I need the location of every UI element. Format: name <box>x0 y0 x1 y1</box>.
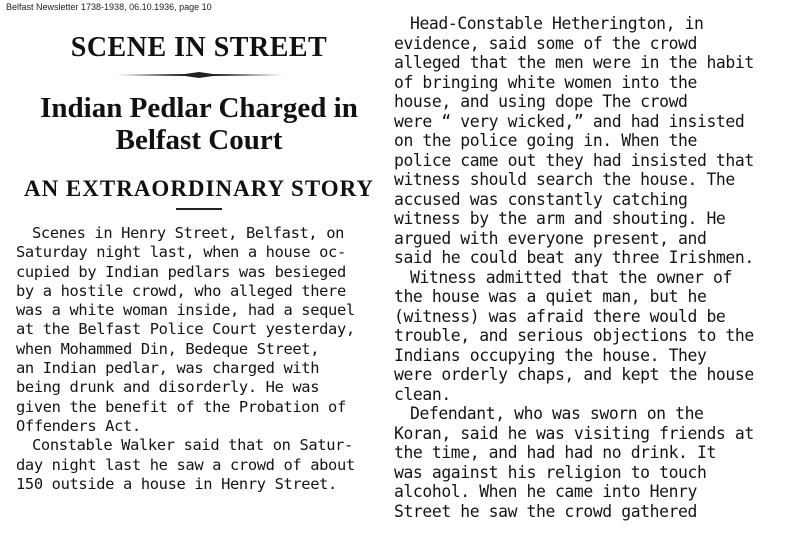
article-text-line: on the police going in. When the <box>394 131 697 150</box>
article-text-line: were orderly chaps, and kept the house <box>394 365 754 384</box>
article-text-line: an Indian pedlar, was charged with <box>16 359 320 378</box>
article-text-line: Koran, said he was visiting friends at <box>394 423 754 443</box>
left-column-body <box>16 224 382 494</box>
article-text-line: Witness admitted that the owner of <box>410 267 732 287</box>
article-text-line: Indians occupying the house. They <box>394 345 707 365</box>
article-text-line: evidence, said some of the crowd <box>394 33 697 53</box>
headline-ornament-rule <box>115 72 283 76</box>
article-text-line: witness should search the house. The <box>394 170 735 189</box>
article-text-line: were “ very wicked,” and had insisted <box>394 111 745 131</box>
article-text-line: alcohol. When he came into Henry <box>394 482 697 501</box>
article-text-line: being drunk and disorderly. He was <box>16 378 320 397</box>
article-text-line: house, and using dope The crowd <box>394 92 688 111</box>
article-text-line: clean. <box>394 384 451 404</box>
article-text-line: said he could beat any three Irishmen. <box>394 248 754 267</box>
article-text-line: cupied by Indian pedlars was besieged <box>16 262 346 281</box>
article-text-line: when Mohammed Din, Bedeque Street, <box>16 339 320 358</box>
subheadline-line: Belfast Court <box>115 124 283 156</box>
article-text-line: was against his religion to touch <box>394 462 707 482</box>
right-column <box>394 14 792 530</box>
article-text-line: of bringing white women into the <box>394 72 697 92</box>
article-text-line: witness by the arm and shouting. He <box>394 209 726 228</box>
article-text-line: at the Belfast Police Court yesterday, <box>16 320 355 339</box>
section-heading: AN EXTRAORDINARY STORY <box>23 176 375 201</box>
article-text-line: trouble, and serious objections to the <box>394 326 754 345</box>
article-text-line: Constable Walker said that on Satur- <box>32 436 353 455</box>
section-divider <box>176 208 222 210</box>
article-text-line: Street he saw the crowd gathered <box>394 501 697 521</box>
article-text-line: day night last he saw a crowd of about <box>16 455 355 474</box>
subheadline-line: Indian Pedlar Charged in <box>40 92 358 124</box>
right-column-body <box>394 14 792 521</box>
article-text-line: was a white woman inside, had a sequel <box>16 301 355 320</box>
article-text-line: alleged that the men were in the habit <box>394 53 754 72</box>
article-text-line: police came out they had insisted that <box>394 150 754 170</box>
article-text-line: accused was constantly catching <box>394 189 688 209</box>
article-text-line: given the benefit of the Probation of <box>16 397 346 416</box>
article-text-line: 150 outside a house in Henry Street. <box>16 474 337 493</box>
article-text-line: the time, and had had no drink. It <box>394 443 716 462</box>
article-text-line: Scenes in Henry Street, Belfast, on <box>32 224 345 242</box>
article-text-line: Defendant, who was sworn on the <box>410 404 704 423</box>
article-text-line: by a hostile crowd, who alleged there <box>16 281 346 300</box>
subheadline <box>16 92 382 156</box>
article-text-line: Offenders Act. <box>16 416 141 435</box>
article-text-line: (witness) was afraid there would be <box>394 306 726 326</box>
left-column <box>16 20 382 530</box>
headline: SCENE IN STREET <box>70 32 328 63</box>
source-caption: Belfast Newsletter 1738-1938, 06.10.1936, page 10 <box>6 2 212 12</box>
article-text-line: Saturday night last, when a house oc- <box>16 243 346 262</box>
article-text-line: Head-Constable Hetherington, in <box>410 14 704 33</box>
article-text-line: argued with everyone present, and <box>394 228 707 248</box>
article-text-line: the house was a quiet man, but he <box>394 287 707 306</box>
